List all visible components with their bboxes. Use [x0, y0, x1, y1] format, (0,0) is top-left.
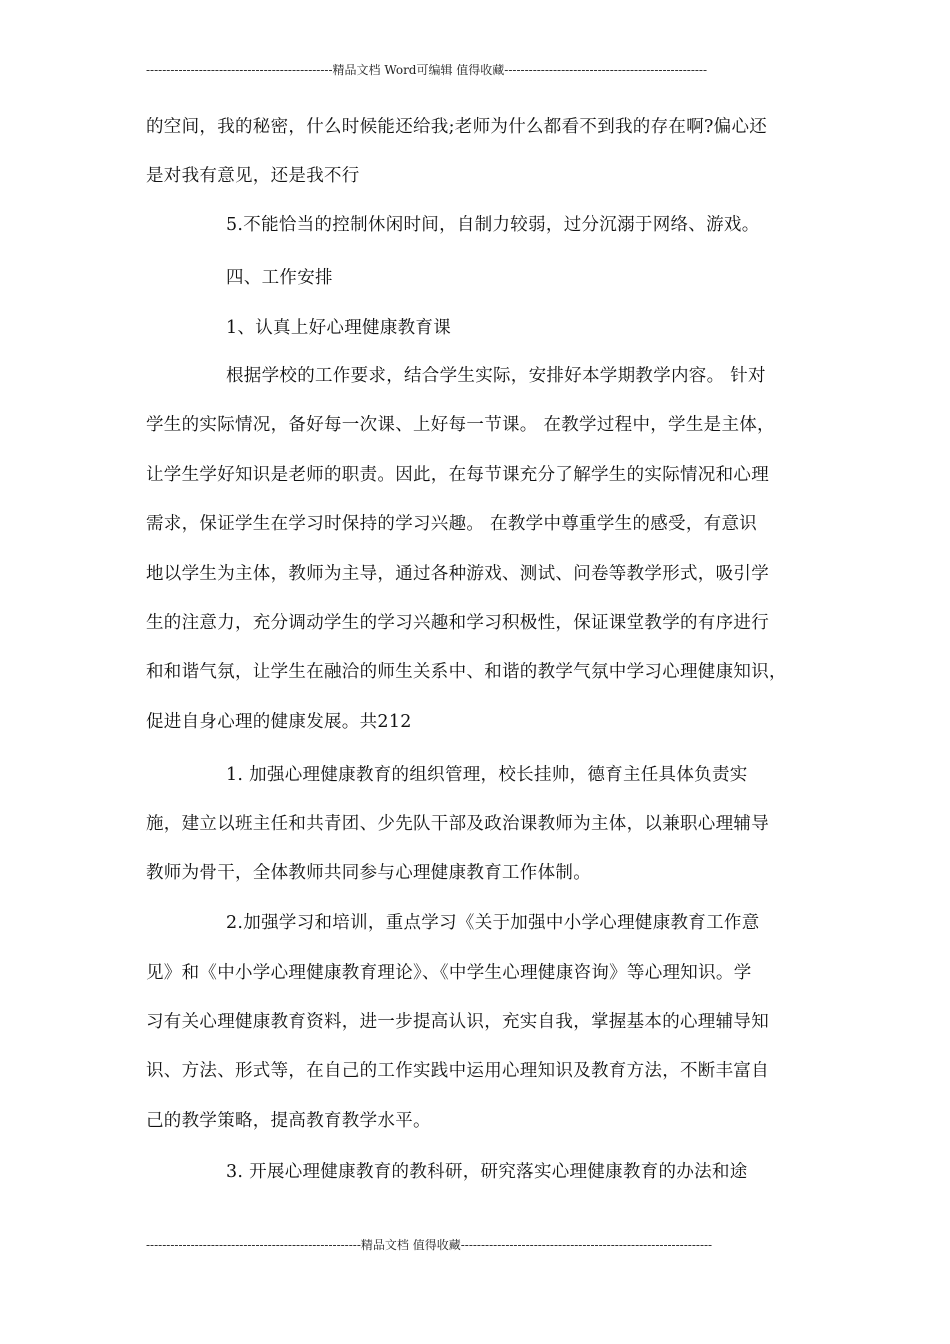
page-footer: -----------------------------------------------------精品文档 值得收藏--------------------------------------------------------------	[146, 1238, 713, 1252]
text-line: 1. 加强心理健康教育的组织管理，校长挂帅，德育主任具体负责实	[226, 765, 748, 785]
text-line: 见》和《中小学心理健康教育理论》、《中学生心理健康咨询》等心理知识。学	[146, 963, 752, 983]
text-line: 5.不能恰当的控制休闲时间，自制力较弱，过分沉溺于网络、游戏。	[226, 215, 760, 235]
text-line: 促进自身心理的健康发展。共212	[146, 712, 412, 732]
text-line: 根据学校的工作要求，结合学生实际，安排好本学期教学内容。 针对	[226, 366, 766, 386]
subsection-heading: 1、认真上好心理健康教育课	[226, 318, 452, 338]
text-line: 习有关心理健康教育资料，进一步提高认识，充实自我，掌握基本的心理辅导知	[146, 1012, 769, 1032]
section-heading: 四、工作安排	[226, 268, 333, 288]
text-line: 让学生学好知识是老师的职责。因此，在每节课充分了解学生的实际情况和心理	[146, 465, 769, 485]
page-header: ----------------------------------------------精品文档 Word可编辑 值得收藏--------------------------------------------------	[146, 63, 708, 77]
text-line: 3. 开展心理健康教育的教科研，研究落实心理健康教育的办法和途	[226, 1162, 748, 1182]
text-line: 教师为骨干，全体教师共同参与心理健康教育工作体制。	[146, 863, 591, 883]
text-line: 和和谐气氛，让学生在融洽的师生关系中、和谐的教学气氛中学习心理健康知识，	[146, 662, 787, 682]
text-line: 是对我有意见，还是我不行	[146, 166, 360, 186]
text-line: 生的注意力，充分调动学生的学习兴趣和学习积极性，保证课堂教学的有序进行	[146, 613, 769, 633]
text-line: 需求，保证学生在学习时保持的学习兴趣。 在教学中尊重学生的感受，有意识	[146, 514, 758, 534]
text-line: 学生的实际情况，备好每一次课、上好每一节课。 在教学过程中，学生是主体，	[146, 415, 775, 435]
text-line: 施，建立以班主任和共青团、少先队干部及政治课教师为主体，以兼职心理辅导	[146, 814, 769, 834]
text-line: 地以学生为主体，教师为主导，通过各种游戏、测试、问卷等教学形式，吸引学	[146, 564, 769, 584]
text-line: 的空间，我的秘密，什么时候能还给我;老师为什么都看不到我的存在啊?偏心还	[146, 117, 768, 137]
text-line: 己的教学策略，提高教育教学水平。	[146, 1111, 431, 1131]
text-line: 2.加强学习和培训，重点学习《关于加强中小学心理健康教育工作意	[226, 913, 760, 933]
text-line: 识、方法、形式等，在自己的工作实践中运用心理知识及教育方法，不断丰富自	[146, 1061, 769, 1081]
